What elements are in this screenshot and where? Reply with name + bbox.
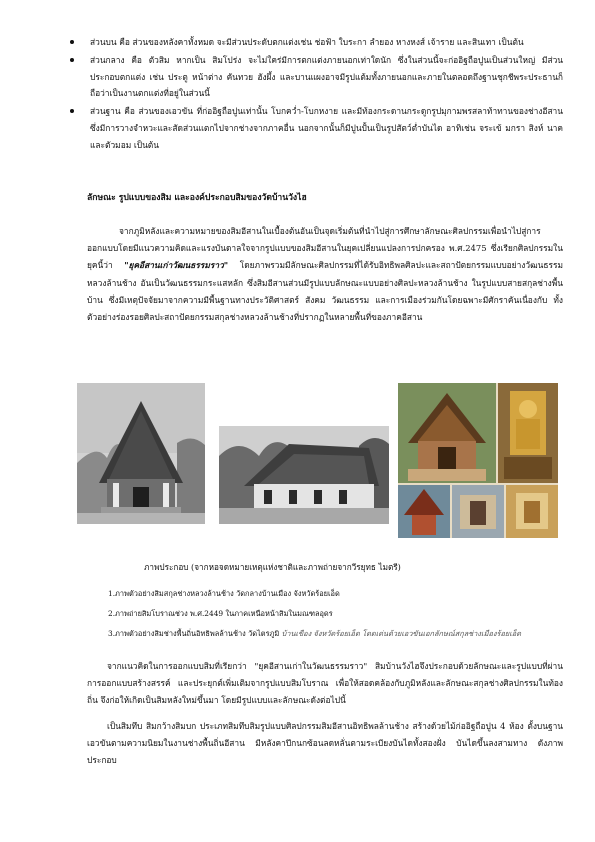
bullet-dot xyxy=(70,109,74,113)
list-item: ส่วนฐาน คือ ส่วนของเอวขัน ที่ก่ออิฐถือปูนเท่านั้น โบกคว่ำ-โบกหงาย และมีท้องกระดานกระดูกรูปมุกามพรสลาท้าทานของช่างอีสาน ซึ่งมีการวางจำหวะและสัดส่วนแตกไปจากช่างจากภาคอื่น นอกจากนั้นก็มีปูนปั้นเป็นรูปสัตว์ต่ำบันได อาทิเช่น จระเข้ มกรา สิงห์ นาค และตัวมอม เป็นต้น xyxy=(68,103,563,153)
bullet-dot xyxy=(70,40,74,44)
figure-sub-caption-1: 1.ภาพตัวอย่างสิมสกุลช่างหลวงล้านช้าง วัดกลางบ้านเมือง จังหวัดร้อยเอ็ด xyxy=(108,589,340,598)
bullet-list xyxy=(68,34,563,155)
figure-sub-caption-2: 2.ภาพถ่ายสิมโบราณช่วง พ.ศ.2449 ในภาคเหนือหน้าสิมในมณฑลอุดร xyxy=(108,609,333,618)
emphasis-period: "ยุคอีสานเก่าวัฒนธรรมราว" xyxy=(124,260,229,271)
bullet-dot xyxy=(70,58,74,62)
photo-image xyxy=(398,383,558,538)
section-heading: ลักษณะ รูปแบบของสิม และองค์ประกอบสิมของวัดบ้านวังไฮ xyxy=(87,193,307,203)
photo-image xyxy=(219,426,389,524)
list-item: ส่วนกลาง คือ ตัวสิม หากเป็น สิมโปร่ง จะไม่ใคร่มีการตกแต่งภายนอกเท่าใดนัก ซึ่งในส่วนนี้จะก่ออิฐถือปูนเป็นส่วนใหญ่ มีส่วนประกอบตกแต่ง เช่น ประตู หน้าต่าง คันทวย ฮังผึ้ง และบานแผงอาจมีรูปแต้มทั้งภายนอกและภายในตลอดถึงฐานชุกชีพระประธานก็ถือว่าเป็นงานตกแต่งที่อยู่ในส่วนนี้ xyxy=(68,52,563,102)
list-item: ส่วนบน คือ ส่วนของหลังคาทั้งหมด จะมีส่วนประดับตกแต่งเช่น ช่อฟ้า ใบระกา ลำยอง หางหงส์ เจ้าราย และสินเทา เป็นต้น xyxy=(68,34,563,51)
paragraph-sim-description: เป็นสิมทึบ สิมกว้างสิมบก ประเภทสิมทึบสิมรูปแบบศิลปกรรมสิมอีสานอิทธิพลล้านช้าง สร้างด้วยไม้ก่ออิฐถือปูน 4 ห้อง ตั้งบนฐานเอวขันตามความนิยมในงานช่างพื้นถิ่นอีสาน มีหลังคาปีกนกซ้อนลดหลั่นตามระเบียงบันไดทั้งสองฝั่ง บันไดขึ้นลงสามทาง ดังภาพประกอบ xyxy=(87,721,563,766)
photo-image xyxy=(77,383,205,524)
paragraph-background: จากภูมิหลังและความหมายของสิมอีสานในเบื้องต้นอันเป็นจุดเริ่มต้นที่นำไปสู่การศึกษาลักษณะศิลปกรรมเพื่อนำไปสู่การออกแบบโดยมีแนวความคิดและแรงบันดาลใจจากรูปแบบของสิมอีสานในยุคเปลี่ยนแปลงการปกครอง พ.ศ.2475 ซึ่งเรียกศิลปกรรมในยุคนี้ว่า "ยุคอีสานเก่าวัฒนธรรมราว" โดยภาพรวมมีลักษณะศิลปกรรมที่ได้รับอิทธิพลศิลปะและสถาปัตยกรรมแบบอย่างวัฒนธรรมหลวงล้านช้าง อันเป็นวัฒนธรรมกระแสหลัก ซึ่งสิมอีสานส่วนมีรูปแบบลักษณะแบบอย่างศิลปะหลวงล้านช้าง ในรูปแบบสายสกุลช่างพื้นบ้าน ซึ่งมีเหตุปัจจัยมาจากความมีพื้นฐานทางประวัติศาสตร์ สังคม วัฒนธรรม และการเมืองร่วมกันโดยฉพาะมีศักราคันเนื่องกับ ทั้งตัวอย่างร่องรอยศิลปะสถาปัตยกรรมสกุลช่างหลวงล้านช้างที่ปรากฏในหลายพื้นที่ของภาคอีสาน xyxy=(87,226,563,323)
figure-sub-caption-3: 3.ภาพตัวอย่างสิมช่างพื้นถิ่นอิทธิพลล้านช้าง วัดไตรภูมิ บ้านเขือง จังหวัดร้อยเอ็ด โดดเด่นด้วยเอวขันเอกลักษณ์สกุลช่างเมืองร้อยเอ็ด xyxy=(108,629,521,638)
figure-caption: ภาพประกอบ (จากหอจดหมายเหตุแห่งชาติและภาพถ่ายจากวีรยุทธ ไมตรี) xyxy=(144,562,401,572)
photo-old-sim-front xyxy=(77,383,205,524)
photo-old-sim-side xyxy=(219,426,389,524)
photo-collage-sim xyxy=(398,383,558,538)
emphasis-period: "ยุคอีสานเก่าในวัฒนธรรมราว" xyxy=(254,661,368,671)
paragraph-design-concept: จากแนวคิดในการออกแบบสิมที่เรียกว่า "ยุคอีสานเก่าในวัฒนธรรมราว" สิมบ้านวังไฮจึงประกอบด้วยลักษณะและรูปแบบที่ผ่านการออกแบบสร้างสรรค์ และประยุกต์เพิ่มเติมจากรูปแบบสิมโบราณ เพื่อให้สอดคล้องกับภูมิหลังและลักษณะสกุลช่างศิลปกรรมในท้องถิ่น จึงก่อให้เกิดเป็นสิมหลังใหม่ขึ้นมา โดยมีรูปแบบและลักษณะดังต่อไปนี้ xyxy=(87,661,563,706)
